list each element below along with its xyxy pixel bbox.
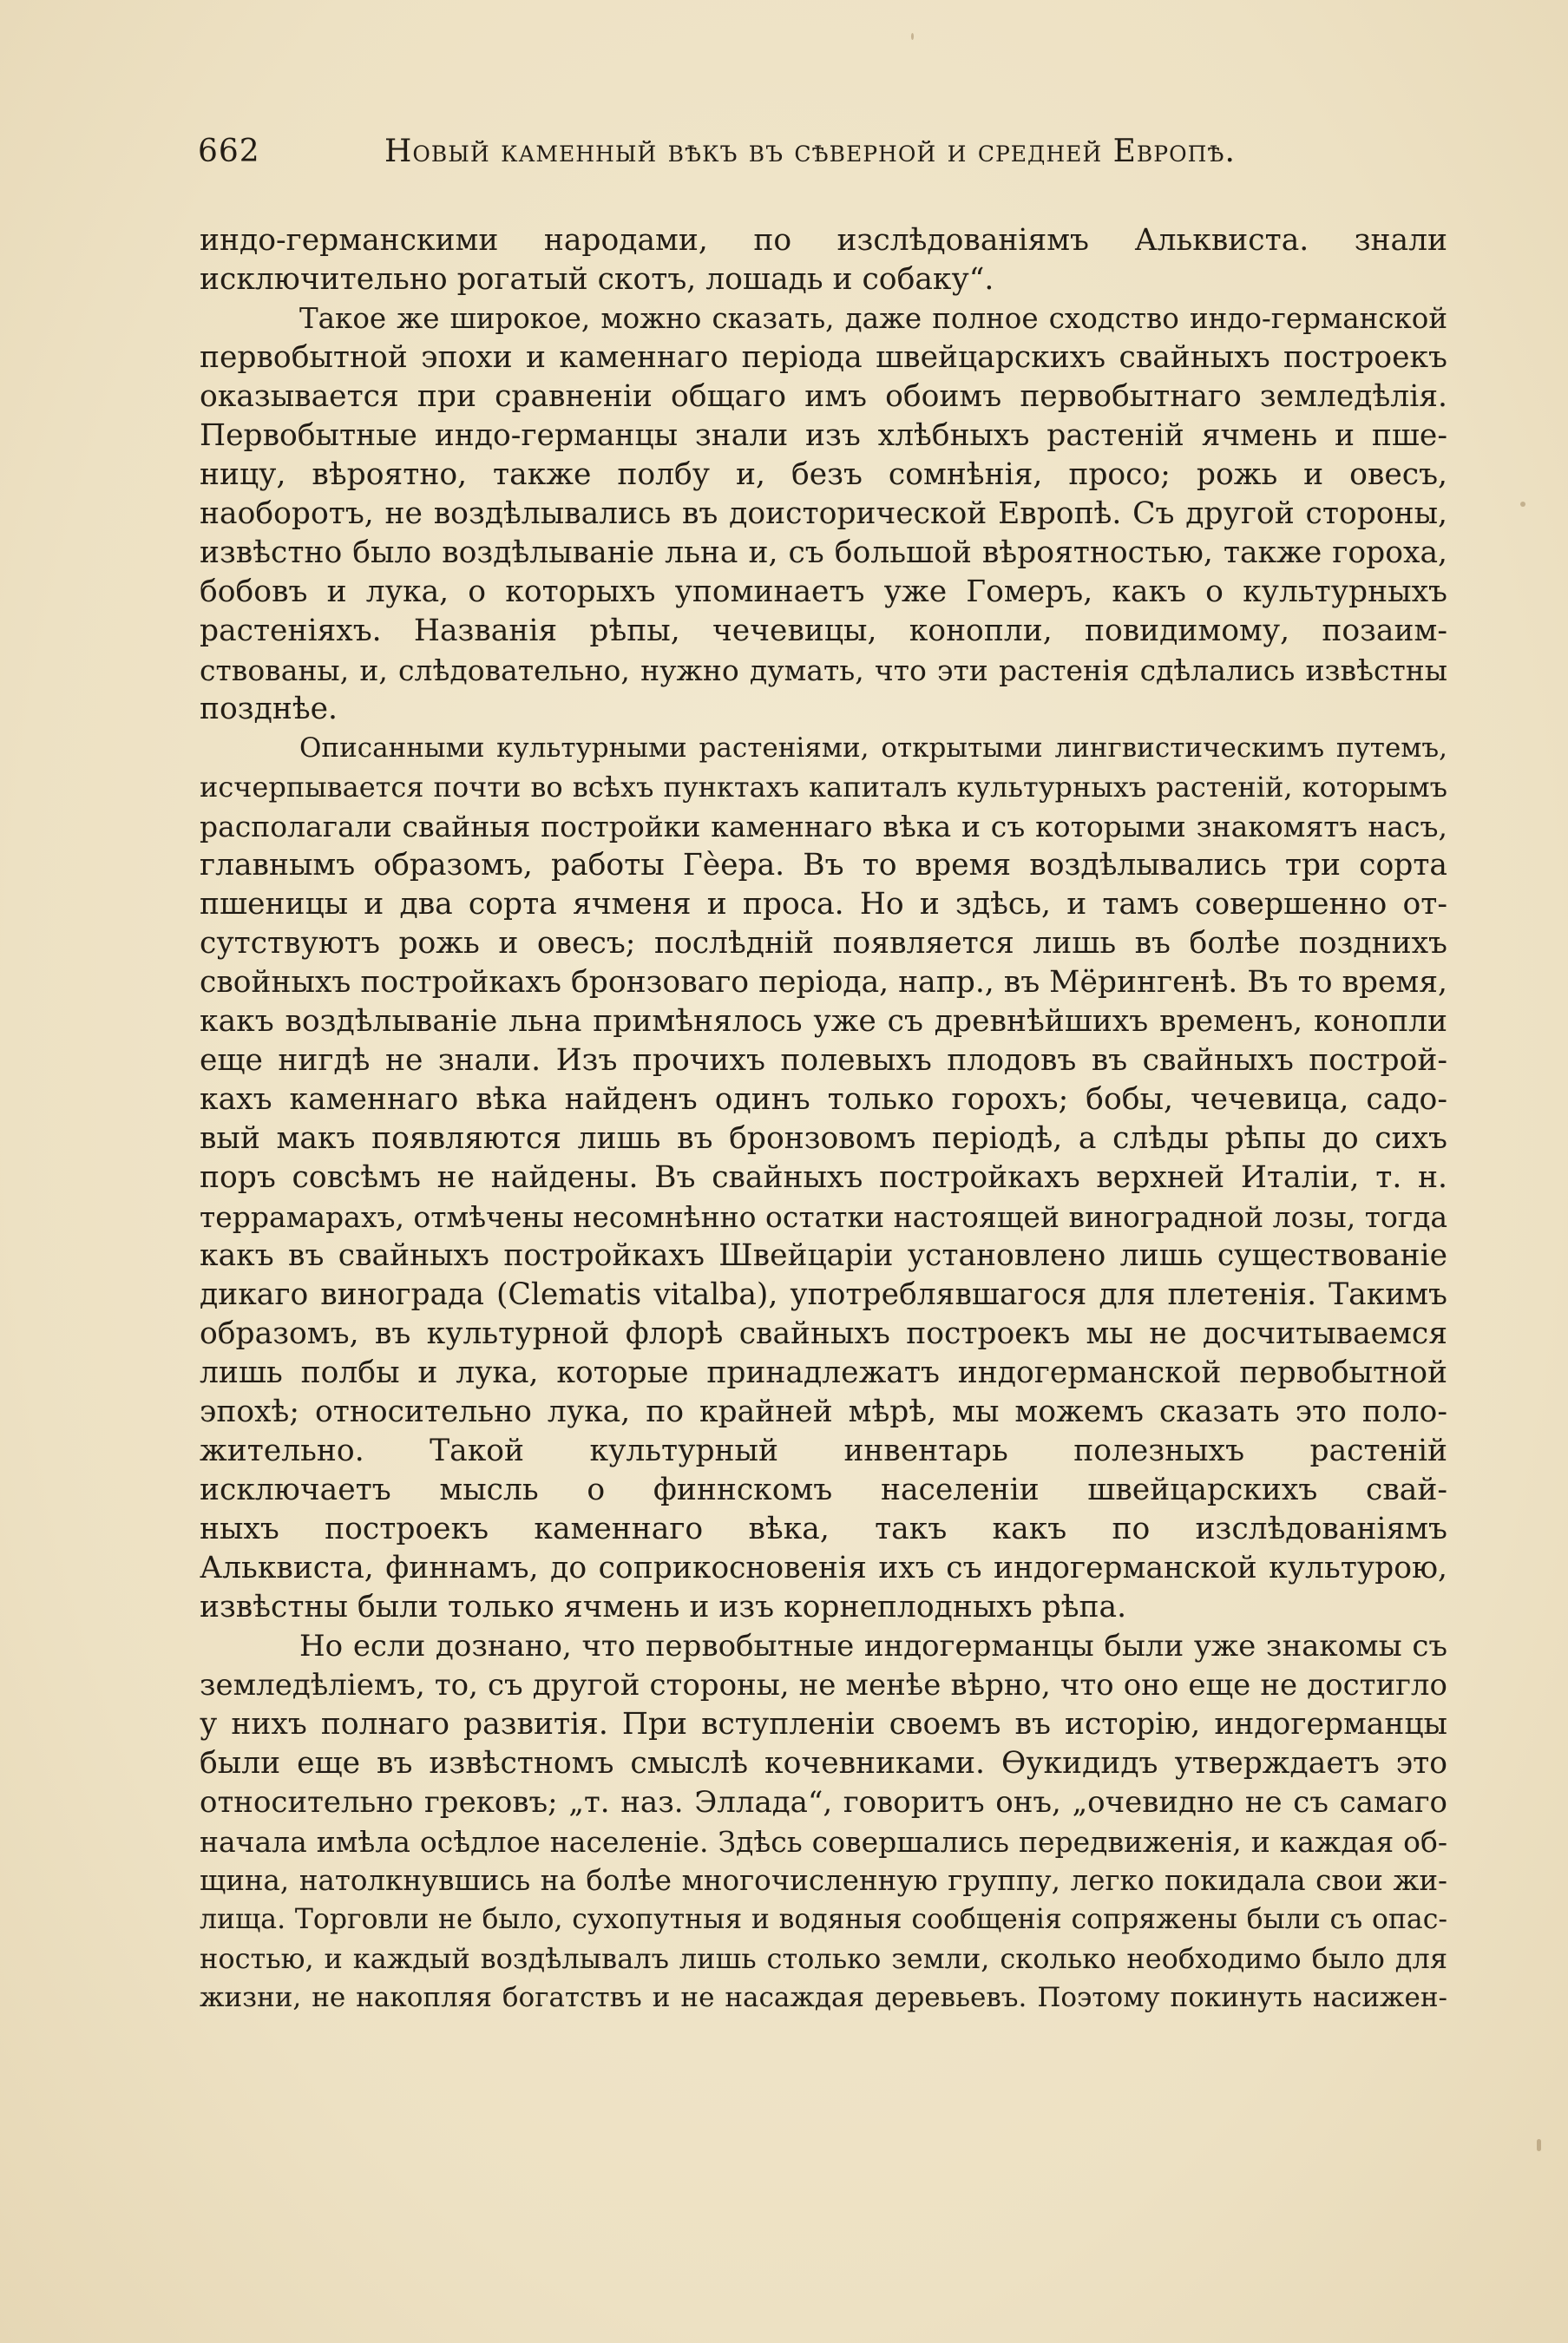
- text-line: были еще въ извѣстномъ смыслѣ кочевниками. Ѳукидидъ утверждаетъ это: [200, 1746, 1447, 1781]
- text-line: какъ воздѣлываніе льна примѣнялось уже съ древнѣйшихъ временъ, конопли: [200, 1004, 1447, 1039]
- text-line: кахъ каменнаго вѣка найденъ одинъ только горохъ; бобы, чечевица, садо-: [200, 1082, 1447, 1117]
- text-line: ницу, вѣроятно, также полбу и, безъ сомнѣнія, просо; рожь и овесъ,: [200, 457, 1447, 492]
- text-line: земледѣліемъ, то, съ другой стороны, не менѣе вѣрно, что оно еще не достигло: [200, 1668, 1447, 1703]
- text-line: начала имѣла осѣдлое населеніе. Здѣсь совершались передвиженія, и каждая об-: [200, 1825, 1447, 1859]
- text-line: позднѣе.: [200, 692, 338, 726]
- text-line: образомъ, въ культурной флорѣ свайныхъ построекъ мы не досчитываемся: [200, 1316, 1447, 1351]
- running-head: Новый каменный вѣкъ въ сѣверной и средней Европѣ.: [384, 134, 1236, 169]
- text-line: ностью, и каждый воздѣлывалъ лишь столько земли, сколько необходимо было для: [200, 1942, 1447, 1975]
- text-line: поръ совсѣмъ не найдены. Въ свайныхъ постройкахъ верхней Италіи, т. н.: [200, 1160, 1447, 1195]
- text-line: бобовъ и лука, о которыхъ упоминаетъ уже Гомеръ, какъ о культурныхъ: [200, 574, 1447, 609]
- text-line: эпохѣ; относительно лука, по крайней мѣрѣ, мы можемъ сказать это поло-: [200, 1395, 1447, 1429]
- text-line: лища. Торговли не было, сухопутныя и водяныя сообщенія сопряжены были съ опас-: [200, 1904, 1447, 1935]
- text-line: у нихъ полнаго развитія. При вступленіи своемъ въ исторію, индогерманцы: [200, 1707, 1447, 1742]
- text-line: Альквиста, финнамъ, до соприкосновенія ихъ съ индогерманской культурою,: [200, 1551, 1447, 1585]
- text-line: исчерпывается почти во всѣхъ пунктахъ капиталъ культурныхъ растеній, которымъ: [200, 771, 1447, 804]
- text-line: террамарахъ, отмѣчены несомнѣнно остатки настоящей виноградной лозы, тогда: [200, 1200, 1447, 1234]
- text-line: первобытной эпохи и каменнаго періода швейцарскихъ свайныхъ построекъ: [200, 340, 1447, 375]
- text-line: пшеницы и два сорта ячменя и проса. Но и здѣсь, и тамъ совершенно от-: [200, 887, 1447, 922]
- text-line: щина, натолкнувшись на болѣе многочисленную группу, легко покидала свои жи-: [200, 1864, 1447, 1897]
- text-line: вый макъ появляются лишь въ бронзовомъ періодѣ, а слѣды рѣпы до сихъ: [200, 1121, 1447, 1156]
- text-line: еще нигдѣ не знали. Изъ прочихъ полевыхъ плодовъ въ свайныхъ построй-: [200, 1043, 1447, 1078]
- text-line: относительно грековъ; „т. наз. Эллада“, говоритъ онъ, „очевидно не съ самаго: [200, 1785, 1447, 1820]
- text-line: жительно. Такой культурный инвентарь полезныхъ растеній: [200, 1434, 1447, 1468]
- paper-blemish: [1537, 2139, 1541, 2151]
- text-line: индо-германскими народами, по изслѣдованіямъ Альквиста. знали: [200, 223, 1447, 258]
- text-line: растеніяхъ. Названія рѣпы, чечевицы, конопли, повидимому, позаим-: [200, 614, 1447, 648]
- text-line: оказывается при сравненіи общаго имъ обоимъ первобытнаго земледѣлія.: [200, 379, 1447, 414]
- text-line: наоборотъ, не воздѣлывались въ доисторической Европѣ. Съ другой стороны,: [200, 496, 1447, 531]
- text-line: исключительно рогатый скотъ, лошадь и собаку“.: [200, 262, 994, 297]
- text-line: извѣстно было воздѣлываніе льна и, съ большой вѣроятностью, также гороха,: [200, 535, 1447, 570]
- text-line: ствованы, и, слѣдовательно, нужно думать, что эти растенія сдѣлались извѣстны: [200, 653, 1447, 687]
- text-line: дикаго винограда (Clematis vitalba), употреблявшагося для плетенія. Такимъ: [200, 1277, 1447, 1312]
- page-number: 662: [198, 134, 260, 169]
- paragraph-first-line: Описанными культурными растеніями, открытыми лингвистическимъ путемъ,: [299, 732, 1447, 764]
- paper-blemish: [911, 33, 914, 40]
- text-line: сутствуютъ рожь и овесъ; послѣдній появляется лишь въ болѣе позднихъ: [200, 926, 1447, 961]
- text-line: лишь полбы и лука, которые принадлежатъ индогерманской первобытной: [200, 1355, 1447, 1390]
- text-line: ныхъ построекъ каменнаго вѣка, такъ какъ по изслѣдованіямъ: [200, 1512, 1447, 1546]
- page-header: [198, 130, 1447, 174]
- text-line: исключаетъ мысль о финнскомъ населеніи швейцарскихъ свай-: [200, 1473, 1447, 1507]
- text-line: располагали свайныя постройки каменнаго вѣка и съ которыми знакомятъ насъ,: [200, 810, 1447, 843]
- text-line: главнымъ образомъ, работы Гѐера. Въ то время воздѣлывались три сорта: [200, 848, 1447, 883]
- paragraph-first-line: Такое же широкое, можно сказать, даже полное сходство индо-германской: [299, 302, 1447, 335]
- text-line: жизни, не накопляя богатствъ и не насаждая деревьевъ. Поэтому покинуть насижен-: [200, 1982, 1447, 2013]
- paragraph-first-line: Но если дознано, что первобытные индогерманцы были уже знакомы съ: [299, 1629, 1447, 1664]
- text-line: Первобытные индо-германцы знали изъ хлѣбныхъ растеній ячмень и пше-: [200, 418, 1447, 453]
- body-text: [200, 221, 1447, 2018]
- text-line: какъ въ свайныхъ постройкахъ Швейцаріи установлено лишь существованіе: [200, 1238, 1447, 1273]
- paper-blemish: [1520, 502, 1525, 507]
- text-line: свойныхъ постройкахъ бронзоваго періода, напр., въ Мёрингенѣ. Въ то время,: [200, 965, 1447, 1000]
- text-line: извѣстны были только ячмень и изъ корнеплодныхъ рѣпа.: [200, 1590, 1127, 1624]
